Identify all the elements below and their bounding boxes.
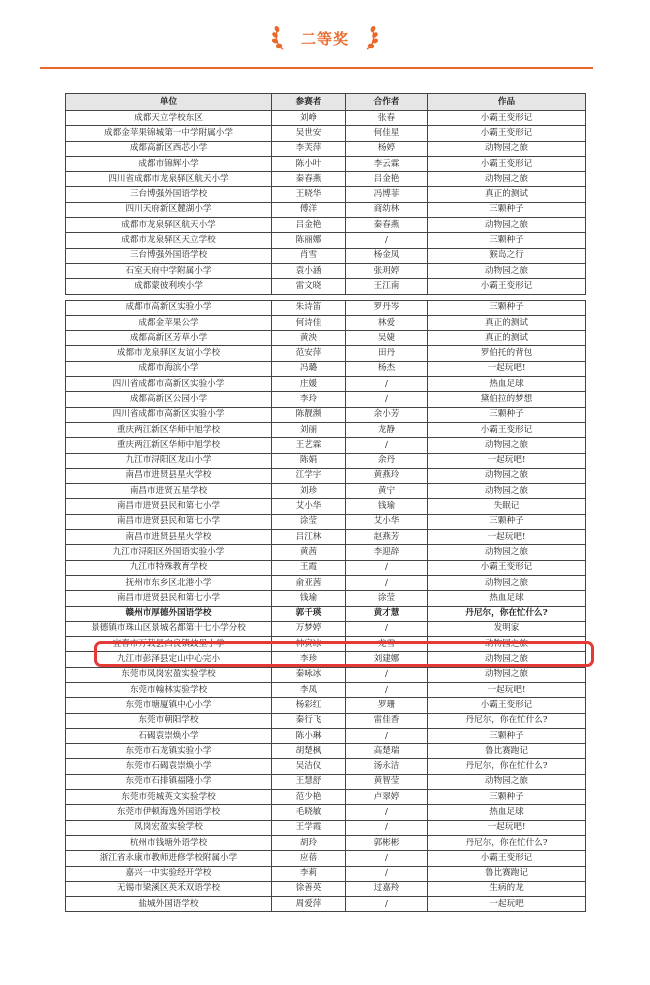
cell-unit: 宜春市万载县白良镇歧里小学 <box>66 637 272 652</box>
cell-unit: 四川省成都市高新区实验小学 <box>66 407 272 422</box>
table-row <box>66 453 586 468</box>
cell-collaborator: 刘建娜 <box>346 652 428 667</box>
table-row <box>66 575 586 590</box>
cell-participant: 胡玲 <box>272 835 346 850</box>
cell-unit: 嘉兴一中实验经开学校 <box>66 866 272 881</box>
cell-collaborator: 罗丹岑 <box>346 300 428 315</box>
cell-collaborator: / <box>346 233 428 248</box>
cell-work: 生病的龙 <box>428 881 586 896</box>
cell-participant: 刘丽 <box>272 422 346 437</box>
cell-collaborator: 冯博菲 <box>346 187 428 202</box>
cell-work: 罗伯托的背包 <box>428 346 586 361</box>
cell-unit: 成都市龙泉驿区天立学校 <box>66 233 272 248</box>
cell-work: 动物园之旅 <box>428 484 586 499</box>
cell-participant: 肖雪 <box>272 248 346 263</box>
cell-work: 一起玩吧! <box>428 530 586 545</box>
cell-work: 鲁比赛跑记 <box>428 744 586 759</box>
cell-work: 动物园之旅 <box>428 637 586 652</box>
cell-unit: 成都市海滨小学 <box>66 361 272 376</box>
table-row <box>66 667 586 682</box>
cell-collaborator: / <box>346 682 428 697</box>
table-row <box>66 560 586 575</box>
cell-participant: 陈丽娜 <box>272 233 346 248</box>
cell-participant: 朱诗笛 <box>272 300 346 315</box>
table-row <box>66 805 586 820</box>
cell-participant: 刘峥 <box>272 111 346 126</box>
cell-participant: 郭千瑛 <box>272 606 346 621</box>
cell-unit: 东莞市伊顿海逸外国语学校 <box>66 805 272 820</box>
cell-collaborator: 黄才慧 <box>346 606 428 621</box>
cell-participant: 陈娟 <box>272 453 346 468</box>
cell-collaborator: 李云霖 <box>346 156 428 171</box>
cell-participant: 王学霞 <box>272 820 346 835</box>
table-row <box>66 279 586 294</box>
cell-unit: 盐城外国语学校 <box>66 897 272 912</box>
cell-work: 丹尼尔，你在忙什么? <box>428 713 586 728</box>
table-row <box>66 141 586 156</box>
table-row <box>66 422 586 437</box>
award-title: 二等奖 <box>300 29 349 48</box>
cell-work: 一起玩吧! <box>428 361 586 376</box>
table-row <box>66 682 586 697</box>
cell-work: 猴岛之行 <box>428 248 586 263</box>
cell-work: 小霸王变形记 <box>428 560 586 575</box>
cell-participant: 周爱萍 <box>272 897 346 912</box>
cell-unit: 抚州市东乡区北港小学 <box>66 575 272 590</box>
cell-participant: 范安萍 <box>272 346 346 361</box>
table-row <box>66 187 586 202</box>
cell-unit: 三台博强外国语学校 <box>66 248 272 263</box>
table-row <box>66 866 586 881</box>
table-row <box>66 156 586 171</box>
cell-unit: 南昌市进贤县民和第七小学 <box>66 514 272 529</box>
cell-work: 黛伯拉的梦想 <box>428 392 586 407</box>
cell-participant: 陈小琳 <box>272 728 346 743</box>
cell-unit: 凤岗宏盈实验学校 <box>66 820 272 835</box>
cell-collaborator: 商幼林 <box>346 202 428 217</box>
cell-work: 三颗种子 <box>428 514 586 529</box>
cell-unit: 南昌市进贤县星火学校 <box>66 530 272 545</box>
cell-work: 动物园之旅 <box>428 263 586 278</box>
cell-collaborator: 杨杰 <box>346 361 428 376</box>
cell-work: 动物园之旅 <box>428 545 586 560</box>
table-row <box>66 713 586 728</box>
cell-work: 热血足球 <box>428 377 586 392</box>
cell-unit: 四川省成都市高新区实验小学 <box>66 377 272 392</box>
cell-unit: 成都高新区西芯小学 <box>66 141 272 156</box>
cell-unit: 四川天府新区麓湖小学 <box>66 202 272 217</box>
cell-unit: 九江市浔阳区外国语实验小学 <box>66 545 272 560</box>
table-row <box>66 606 586 621</box>
cell-participant: 秦咏冰 <box>272 667 346 682</box>
cell-collaborator: 雷佳香 <box>346 713 428 728</box>
cell-unit: 三台博强外国语学校 <box>66 187 272 202</box>
cell-work: 小霸王变形记 <box>428 111 586 126</box>
cell-unit: 重庆两江新区华师中旭学校 <box>66 438 272 453</box>
cell-participant: 吕金艳 <box>272 218 346 233</box>
cell-participant: 王艺霖 <box>272 438 346 453</box>
cell-work: 丹尼尔，你在忙什么? <box>428 835 586 850</box>
cell-participant: 黄茜 <box>272 545 346 560</box>
table-row <box>66 248 586 263</box>
cell-unit: 成都金苹果公学 <box>66 315 272 330</box>
table-row <box>66 346 586 361</box>
cell-unit: 九江市特殊教育学校 <box>66 560 272 575</box>
cell-collaborator: / <box>346 805 428 820</box>
cell-participant: 李芙萍 <box>272 141 346 156</box>
cell-work: 一起玩吧! <box>428 453 586 468</box>
cell-collaborator: / <box>346 851 428 866</box>
highlight-box <box>94 641 594 667</box>
cell-collaborator: 余丹 <box>346 453 428 468</box>
table-row <box>66 484 586 499</box>
cell-collaborator: 涂莹 <box>346 591 428 606</box>
table-row <box>66 126 586 141</box>
cell-work: 动物园之旅 <box>428 141 586 156</box>
cell-unit: 九江市浔阳区龙山小学 <box>66 453 272 468</box>
table-row <box>66 468 586 483</box>
cell-collaborator: 张春 <box>346 111 428 126</box>
table-row <box>66 698 586 713</box>
table-row <box>66 361 586 376</box>
cell-collaborator: / <box>346 560 428 575</box>
cell-work: 丹尼尔，你在忙什么? <box>428 606 586 621</box>
cell-work: 一起玩吧! <box>428 682 586 697</box>
cell-participant: 王慧舒 <box>272 774 346 789</box>
cell-unit: 石室天府中学附属小学 <box>66 263 272 278</box>
cell-collaborator: 龙雪 <box>346 637 428 652</box>
header-participant: 参赛者 <box>272 94 346 111</box>
cell-participant: 吴洁仪 <box>272 759 346 774</box>
table-row <box>66 835 586 850</box>
cell-participant: 陈靓濒 <box>272 407 346 422</box>
table-row <box>66 315 586 330</box>
cell-unit: 杭州市钱塘外语学校 <box>66 835 272 850</box>
cell-participant: 王霞 <box>272 560 346 575</box>
cell-work: 动物园之旅 <box>428 438 586 453</box>
cell-unit: 无锡市梁溪区英禾双语学校 <box>66 881 272 896</box>
cell-unit: 成都市锦辉小学 <box>66 156 272 171</box>
table-row <box>66 591 586 606</box>
table-row <box>66 774 586 789</box>
cell-unit: 东莞市朝阳学校 <box>66 713 272 728</box>
cell-collaborator: 高楚瑞 <box>346 744 428 759</box>
table-row <box>66 499 586 514</box>
table-row <box>66 514 586 529</box>
cell-unit: 成都天立学校东区 <box>66 111 272 126</box>
table-row <box>66 545 586 560</box>
cell-collaborator: 罗珊 <box>346 698 428 713</box>
cell-collaborator: 吕金艳 <box>346 172 428 187</box>
cell-work: 三颗种子 <box>428 728 586 743</box>
cell-participant: 何诗佳 <box>272 315 346 330</box>
cell-participant: 袁小涵 <box>272 263 346 278</box>
header-unit: 单位 <box>66 94 272 111</box>
table-row <box>66 300 586 315</box>
cell-collaborator: 黄智莹 <box>346 774 428 789</box>
cell-work: 真正的测试 <box>428 315 586 330</box>
cell-work: 动物园之旅 <box>428 172 586 187</box>
cell-work: 动物园之旅 <box>428 575 586 590</box>
table-row <box>66 728 586 743</box>
cell-work: 热血足球 <box>428 805 586 820</box>
cell-collaborator: / <box>346 667 428 682</box>
cell-work: 发明家 <box>428 621 586 636</box>
cell-collaborator: / <box>346 866 428 881</box>
cell-work: 丹尼尔，你在忙什么? <box>428 759 586 774</box>
cell-collaborator: / <box>346 392 428 407</box>
cell-collaborator: / <box>346 728 428 743</box>
cell-participant: 雷文晓 <box>272 279 346 294</box>
cell-participant: 刘珍 <box>272 484 346 499</box>
table-row <box>66 621 586 636</box>
cell-unit: 南昌市进贤县星火学校 <box>66 468 272 483</box>
table-row <box>66 881 586 896</box>
cell-collaborator: 余小芳 <box>346 407 428 422</box>
cell-work: 动物园之旅 <box>428 774 586 789</box>
table-row <box>66 790 586 805</box>
table-row <box>66 392 586 407</box>
cell-participant: 黄泱 <box>272 331 346 346</box>
table-row <box>66 111 586 126</box>
cell-unit: 东莞市石排镇福隆小学 <box>66 774 272 789</box>
results-body <box>66 111 586 912</box>
cell-participant: 应蓓 <box>272 851 346 866</box>
cell-collaborator: / <box>346 377 428 392</box>
cell-participant: 冯璐 <box>272 361 346 376</box>
cell-collaborator: 郭彬彬 <box>346 835 428 850</box>
cell-collaborator: 何佳星 <box>346 126 428 141</box>
cell-unit: 四川省成都市龙泉驿区航天小学 <box>66 172 272 187</box>
cell-participant: 秦春燕 <box>272 172 346 187</box>
cell-unit: 成都高新区公园小学 <box>66 392 272 407</box>
cell-collaborator: / <box>346 897 428 912</box>
cell-work: 鲁比赛跑记 <box>428 866 586 881</box>
cell-work: 小霸王变形记 <box>428 422 586 437</box>
cell-participant: 俞亚茜 <box>272 575 346 590</box>
cell-unit: 成都蒙彼利埃小学 <box>66 279 272 294</box>
cell-work: 小霸王变形记 <box>428 156 586 171</box>
cell-work: 动物园之旅 <box>428 218 586 233</box>
cell-unit: 成都高新区芳草小学 <box>66 331 272 346</box>
cell-collaborator: 艾小华 <box>346 514 428 529</box>
cell-unit: 成都金苹果锦城第一中学附属小学 <box>66 126 272 141</box>
cell-unit: 东莞市石龙镇实验小学 <box>66 744 272 759</box>
table-row <box>66 530 586 545</box>
cell-participant: 林寅冰 <box>272 637 346 652</box>
cell-work: 小霸王变形记 <box>428 279 586 294</box>
cell-work: 动物园之旅 <box>428 667 586 682</box>
cell-unit: 东莞市莞城英文实验学校 <box>66 790 272 805</box>
cell-participant: 庄媛 <box>272 377 346 392</box>
cell-work: 小霸王变形记 <box>428 698 586 713</box>
cell-work: 三颗种子 <box>428 233 586 248</box>
cell-collaborator: 钱瑜 <box>346 499 428 514</box>
cell-unit: 成都市高新区实验小学 <box>66 300 272 315</box>
cell-collaborator: 秦春燕 <box>346 218 428 233</box>
cell-participant: 胡楚枫 <box>272 744 346 759</box>
cell-unit: 赣州市厚德外国语学校 <box>66 606 272 621</box>
cell-work: 小霸王变形记 <box>428 851 586 866</box>
cell-unit: 景德镇市珠山区景城名都第十七小学分校 <box>66 621 272 636</box>
cell-collaborator: / <box>346 621 428 636</box>
header-collaborator: 合作者 <box>346 94 428 111</box>
header-divider <box>40 67 593 69</box>
cell-participant: 万梦婷 <box>272 621 346 636</box>
table-row <box>66 172 586 187</box>
table-row <box>66 897 586 912</box>
cell-unit: 成都市龙泉驿区航天小学 <box>66 218 272 233</box>
cell-unit: 浙江省永康市教师进修学校附属小学 <box>66 851 272 866</box>
cell-unit: 东莞市凤岗宏盈实验学校 <box>66 667 272 682</box>
cell-participant: 李玲 <box>272 392 346 407</box>
table-row <box>66 263 586 278</box>
cell-collaborator: / <box>346 575 428 590</box>
cell-collaborator: 赵燕芳 <box>346 530 428 545</box>
cell-collaborator: 龙静 <box>346 422 428 437</box>
cell-collaborator: 林爱 <box>346 315 428 330</box>
table-row <box>66 233 586 248</box>
cell-unit: 重庆两江新区华师中旭学校 <box>66 422 272 437</box>
cell-participant: 涂莹 <box>272 514 346 529</box>
table-row <box>66 438 586 453</box>
cell-unit: 南昌市进贤县民和第七小学 <box>66 591 272 606</box>
table-row <box>66 218 586 233</box>
cell-participant: 秦行飞 <box>272 713 346 728</box>
cell-collaborator: / <box>346 438 428 453</box>
table-row <box>66 744 586 759</box>
cell-participant: 吴世安 <box>272 126 346 141</box>
cell-collaborator: 黄宁 <box>346 484 428 499</box>
cell-participant: 李凤 <box>272 682 346 697</box>
award-header <box>0 22 650 54</box>
cell-unit: 石碣袁崇焕小学 <box>66 728 272 743</box>
cell-collaborator: 吴婕 <box>346 331 428 346</box>
laurel-right-icon <box>359 25 381 51</box>
cell-work: 真正的测试 <box>428 187 586 202</box>
cell-participant: 江学宇 <box>272 468 346 483</box>
cell-collaborator: / <box>346 820 428 835</box>
cell-collaborator: 黄燕玲 <box>346 468 428 483</box>
table-header-row <box>66 94 586 111</box>
header-work: 作品 <box>428 94 586 111</box>
cell-work: 一起玩吧 <box>428 897 586 912</box>
cell-work: 小霸王变形记 <box>428 126 586 141</box>
cell-work: 三颗种子 <box>428 202 586 217</box>
cell-unit: 东莞市翰林实验学校 <box>66 682 272 697</box>
cell-participant: 吕江林 <box>272 530 346 545</box>
cell-participant: 杨彩红 <box>272 698 346 713</box>
cell-collaborator: 汤永洁 <box>346 759 428 774</box>
cell-unit: 成都市龙泉驿区友谊小学校 <box>66 346 272 361</box>
cell-work: 三颗种子 <box>428 407 586 422</box>
table-row <box>66 407 586 422</box>
cell-unit: 东莞市石碣袁崇焕小学 <box>66 759 272 774</box>
cell-participant: 陈小叶 <box>272 156 346 171</box>
cell-unit: 东莞市塘厦镇中心小学 <box>66 698 272 713</box>
cell-work: 三颗种子 <box>428 790 586 805</box>
table-row <box>66 377 586 392</box>
cell-collaborator: 王江南 <box>346 279 428 294</box>
cell-participant: 李莉 <box>272 866 346 881</box>
cell-participant: 毛晓敏 <box>272 805 346 820</box>
cell-unit: 九江市彭泽县定山中心完小 <box>66 652 272 667</box>
cell-collaborator: 张玥婷 <box>346 263 428 278</box>
cell-collaborator: 田丹 <box>346 346 428 361</box>
table-row <box>66 331 586 346</box>
cell-collaborator: 卢翠婷 <box>346 790 428 805</box>
cell-participant: 傅洋 <box>272 202 346 217</box>
cell-work: 动物园之旅 <box>428 468 586 483</box>
cell-work: 热血足球 <box>428 591 586 606</box>
cell-collaborator: 杨金凤 <box>346 248 428 263</box>
cell-collaborator: 李迎辞 <box>346 545 428 560</box>
laurel-left-icon <box>269 25 291 51</box>
cell-participant: 范少艳 <box>272 790 346 805</box>
cell-participant: 徐善英 <box>272 881 346 896</box>
cell-collaborator: 过嘉羚 <box>346 881 428 896</box>
cell-work: 三颗种子 <box>428 300 586 315</box>
cell-work: 真正的测试 <box>428 331 586 346</box>
cell-participant: 艾小华 <box>272 499 346 514</box>
cell-work: 一起玩吧! <box>428 820 586 835</box>
table-row <box>66 851 586 866</box>
table-row <box>66 820 586 835</box>
cell-unit: 南昌市进贤五星学校 <box>66 484 272 499</box>
table-row <box>66 759 586 774</box>
cell-participant: 李珍 <box>272 652 346 667</box>
cell-work: 动物园之旅 <box>428 652 586 667</box>
cell-participant: 钱瑜 <box>272 591 346 606</box>
results-table <box>65 93 586 912</box>
cell-unit: 南昌市进贤县民和第七小学 <box>66 499 272 514</box>
table-row <box>66 202 586 217</box>
cell-collaborator: 杨婷 <box>346 141 428 156</box>
cell-participant: 王晓华 <box>272 187 346 202</box>
cell-work: 失眠记 <box>428 499 586 514</box>
